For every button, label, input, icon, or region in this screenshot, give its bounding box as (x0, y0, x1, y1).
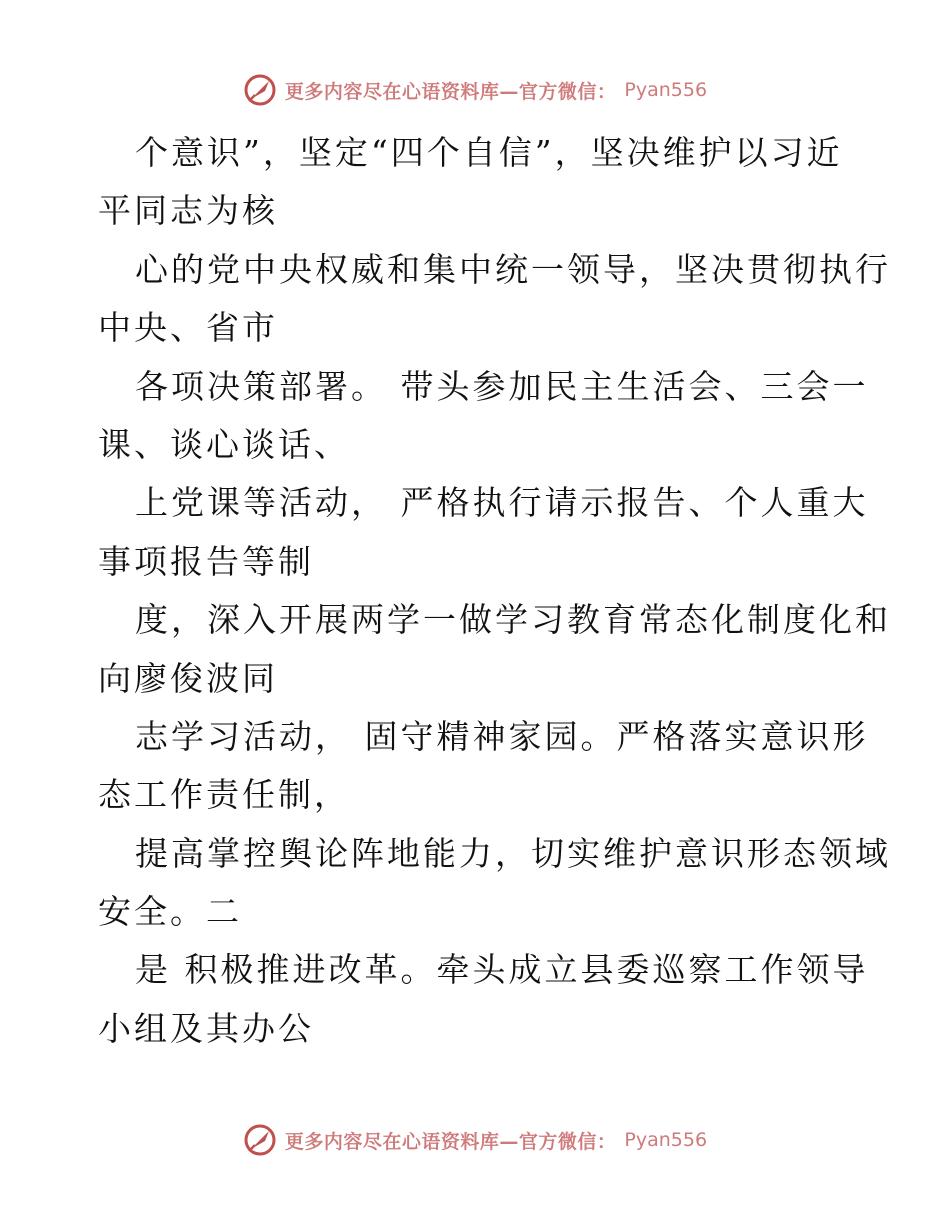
watermark-text: 更多内容尽在心语资料库—官方微信： (284, 80, 617, 103)
text-line: 度，深入开展两学一做学习教育常态化制度化和 (135, 600, 891, 640)
text-line: 态工作责任制， (98, 775, 350, 815)
header-watermark (0, 70, 950, 110)
text-line: 志学习活动， 固守精神家园。严格落实意识形 (135, 716, 869, 756)
watermark-wechat-id: Pyan556 (624, 79, 708, 101)
text-line: 各项决策部署。 带头参加民主生活会、三会一 (135, 366, 869, 406)
text-line: 上党课等活动， 严格执行请示报告、个人重大 (135, 483, 869, 523)
text-line: 向廖俊波同 (98, 658, 278, 698)
watermark-wechat-id: Pyan556 (624, 1129, 708, 1151)
text-line: 是 积极推进改革。牵头成立县委巡察工作领导 (135, 950, 869, 990)
text-line: 平同志为核 (98, 191, 278, 231)
watermark-text: 更多内容尽在心语资料库—官方微信： (284, 1130, 617, 1153)
quill-logo-icon (243, 73, 277, 107)
text-line: 中央、省市 (98, 308, 278, 348)
footer-watermark (0, 1120, 950, 1160)
text-line: 事项报告等制 (98, 541, 314, 581)
text-line: 提高掌控舆论阵地能力，切实维护意识形态领域 (135, 833, 891, 873)
text-line: 心的党中央权威和集中统一领导，坚决贯彻执行 (135, 249, 891, 289)
text-line: 个意识”，坚定“四个自信”，坚决维护以习近 (135, 133, 843, 172)
text-line: 小组及其办公 (98, 1008, 314, 1048)
text-line: 安全。二 (98, 892, 242, 932)
text-line: 课、谈心谈话、 (98, 424, 350, 464)
document-body (98, 124, 898, 1058)
quill-logo-icon (243, 1123, 277, 1157)
